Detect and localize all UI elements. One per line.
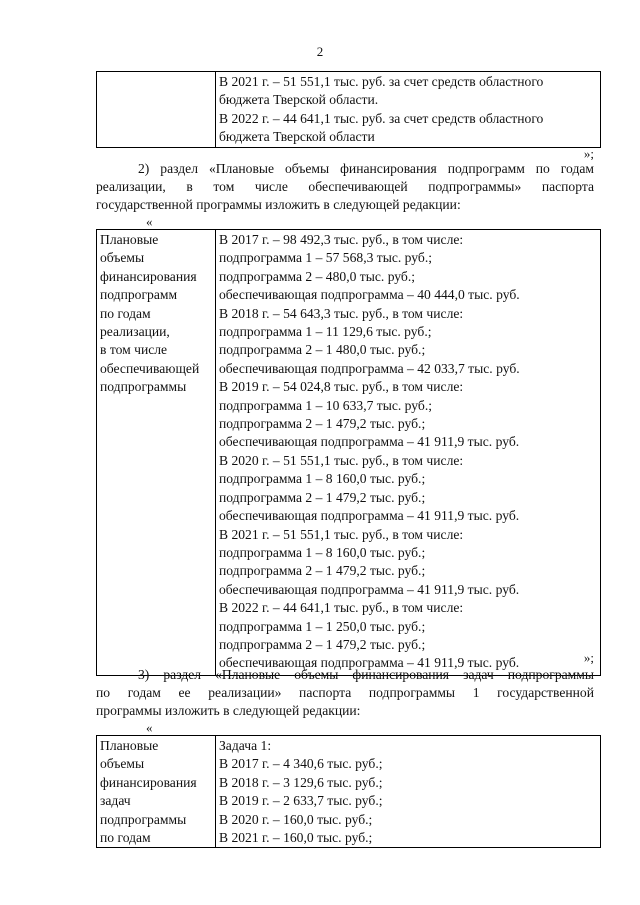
funding-line: подпрограмма 1 – 57 568,3 тыс. руб.; (219, 250, 433, 266)
label-line: подпрограммы (100, 811, 187, 827)
funding-line: обеспечивающая подпрограмма – 41 911,9 тыс. руб. (219, 655, 520, 671)
closing-quote: »; (583, 650, 594, 665)
opening-quote: « (146, 214, 153, 229)
task-funding-line: В 2019 г. – 2 633,7 тыс. руб.; (219, 793, 383, 809)
top-table-label-cell (97, 72, 216, 148)
funding-line: обеспечивающая подпрограмма – 42 033,7 тыс. руб. (219, 360, 520, 376)
label-line: финансирования (100, 268, 197, 284)
funding-line: подпрограмма 2 – 480,0 тыс. руб.; (219, 268, 416, 284)
funding-line: обеспечивающая подпрограмма – 41 911,9 тыс. руб. (219, 434, 520, 450)
top-funding-table (96, 71, 601, 148)
subprograms-value-cell (216, 230, 601, 676)
label-line: задач (100, 793, 131, 809)
label-line: в том числе (100, 342, 168, 358)
paragraph-2-line-3: государственной программы изложить в следующей редакции: (96, 197, 461, 213)
funding-line: подпрограмма 2 – 1 480,0 тыс. руб.; (219, 342, 426, 358)
label-line: по годам (100, 830, 151, 846)
closing-quote: »; (583, 146, 594, 161)
funding-line: подпрограмма 1 – 10 633,7 тыс. руб.; (219, 397, 433, 413)
paragraph-3-line-1: 3) раздел «Плановые объемы финансирования задач подпрограммы (138, 667, 594, 682)
paragraph-2-line-2: реализации, в том числе обеспечивающей подпрограммы» паспорта (96, 179, 594, 195)
top-table-line: бюджета Тверской области (219, 129, 375, 145)
funding-line: В 2019 г. – 54 024,8 тыс. руб., в том числе: (219, 379, 464, 395)
label-line: объемы (100, 756, 145, 772)
subprograms-funding-table (96, 229, 601, 676)
funding-line: подпрограмма 1 – 11 129,6 тыс. руб.; (219, 324, 432, 340)
label-line: финансирования (100, 774, 197, 790)
paragraph-3-line-3: программы изложить в следующей редакции: (96, 703, 361, 719)
funding-line: подпрограмма 1 – 8 160,0 тыс. руб.; (219, 471, 426, 487)
funding-line: подпрограмма 2 – 1 479,2 тыс. руб.; (219, 489, 426, 505)
label-line: обеспечивающей (100, 360, 200, 376)
label-line: подпрограмм (100, 287, 178, 303)
paragraph-3-line-2: по годам ее реализации» паспорта подпрограммы 1 государственной (96, 685, 594, 701)
paragraph-3 (96, 666, 594, 721)
paragraph-2 (96, 160, 594, 215)
label-line: объемы (100, 250, 145, 266)
funding-line: обеспечивающая подпрограмма – 40 444,0 тыс. руб. (219, 287, 520, 303)
label-line: Плановые (100, 738, 159, 753)
task-funding-line: Задача 1: (219, 738, 272, 753)
subprograms-label-cell (97, 230, 216, 676)
opening-quote: « (146, 720, 153, 735)
funding-line: подпрограмма 2 – 1 479,2 тыс. руб.; (219, 636, 426, 652)
label-line: Плановые (100, 232, 159, 247)
top-table-line: В 2021 г. – 51 551,1 тыс. руб. за счет средств областного (219, 74, 544, 89)
task-funding-line: В 2020 г. – 160,0 тыс. руб.; (219, 811, 373, 827)
funding-line: В 2020 г. – 51 551,1 тыс. руб., в том числе: (219, 452, 464, 468)
top-table-line: бюджета Тверской области. (219, 92, 379, 108)
funding-line: В 2022 г. – 44 641,1 тыс. руб., в том числе: (219, 600, 464, 616)
funding-line: подпрограмма 2 – 1 479,2 тыс. руб.; (219, 563, 426, 579)
funding-line: В 2018 г. – 54 643,3 тыс. руб., в том числе: (219, 305, 464, 321)
label-line: реализации, (100, 324, 170, 340)
tasks-value-cell (216, 736, 601, 848)
page-number: 2 (316, 44, 324, 59)
task-funding-line: В 2021 г. – 160,0 тыс. руб.; (219, 830, 373, 846)
funding-line: В 2017 г. – 98 492,3 тыс. руб., в том числе: (219, 232, 464, 247)
funding-line: подпрограмма 1 – 8 160,0 тыс. руб.; (219, 544, 426, 560)
tasks-funding-table (96, 735, 601, 848)
top-table-value-cell (216, 72, 601, 148)
label-line: подпрограммы (100, 379, 187, 395)
tasks-label-cell (97, 736, 216, 848)
funding-line: обеспечивающая подпрограмма – 41 911,9 тыс. руб. (219, 508, 520, 524)
funding-line: подпрограмма 1 – 1 250,0 тыс. руб.; (219, 618, 426, 634)
task-funding-line: В 2018 г. – 3 129,6 тыс. руб.; (219, 774, 383, 790)
funding-line: В 2021 г. – 51 551,1 тыс. руб., в том числе: (219, 526, 464, 542)
task-funding-line: В 2017 г. – 4 340,6 тыс. руб.; (219, 756, 383, 772)
funding-line: подпрограмма 2 – 1 479,2 тыс. руб.; (219, 416, 426, 432)
funding-line: обеспечивающая подпрограмма – 41 911,9 тыс. руб. (219, 581, 520, 597)
paragraph-2-line-1: 2) раздел «Плановые объемы финансирования подпрограмм по годам (138, 161, 594, 176)
top-table-line: В 2022 г. – 44 641,1 тыс. руб. за счет средств областного (219, 110, 544, 126)
label-line: по годам (100, 305, 151, 321)
